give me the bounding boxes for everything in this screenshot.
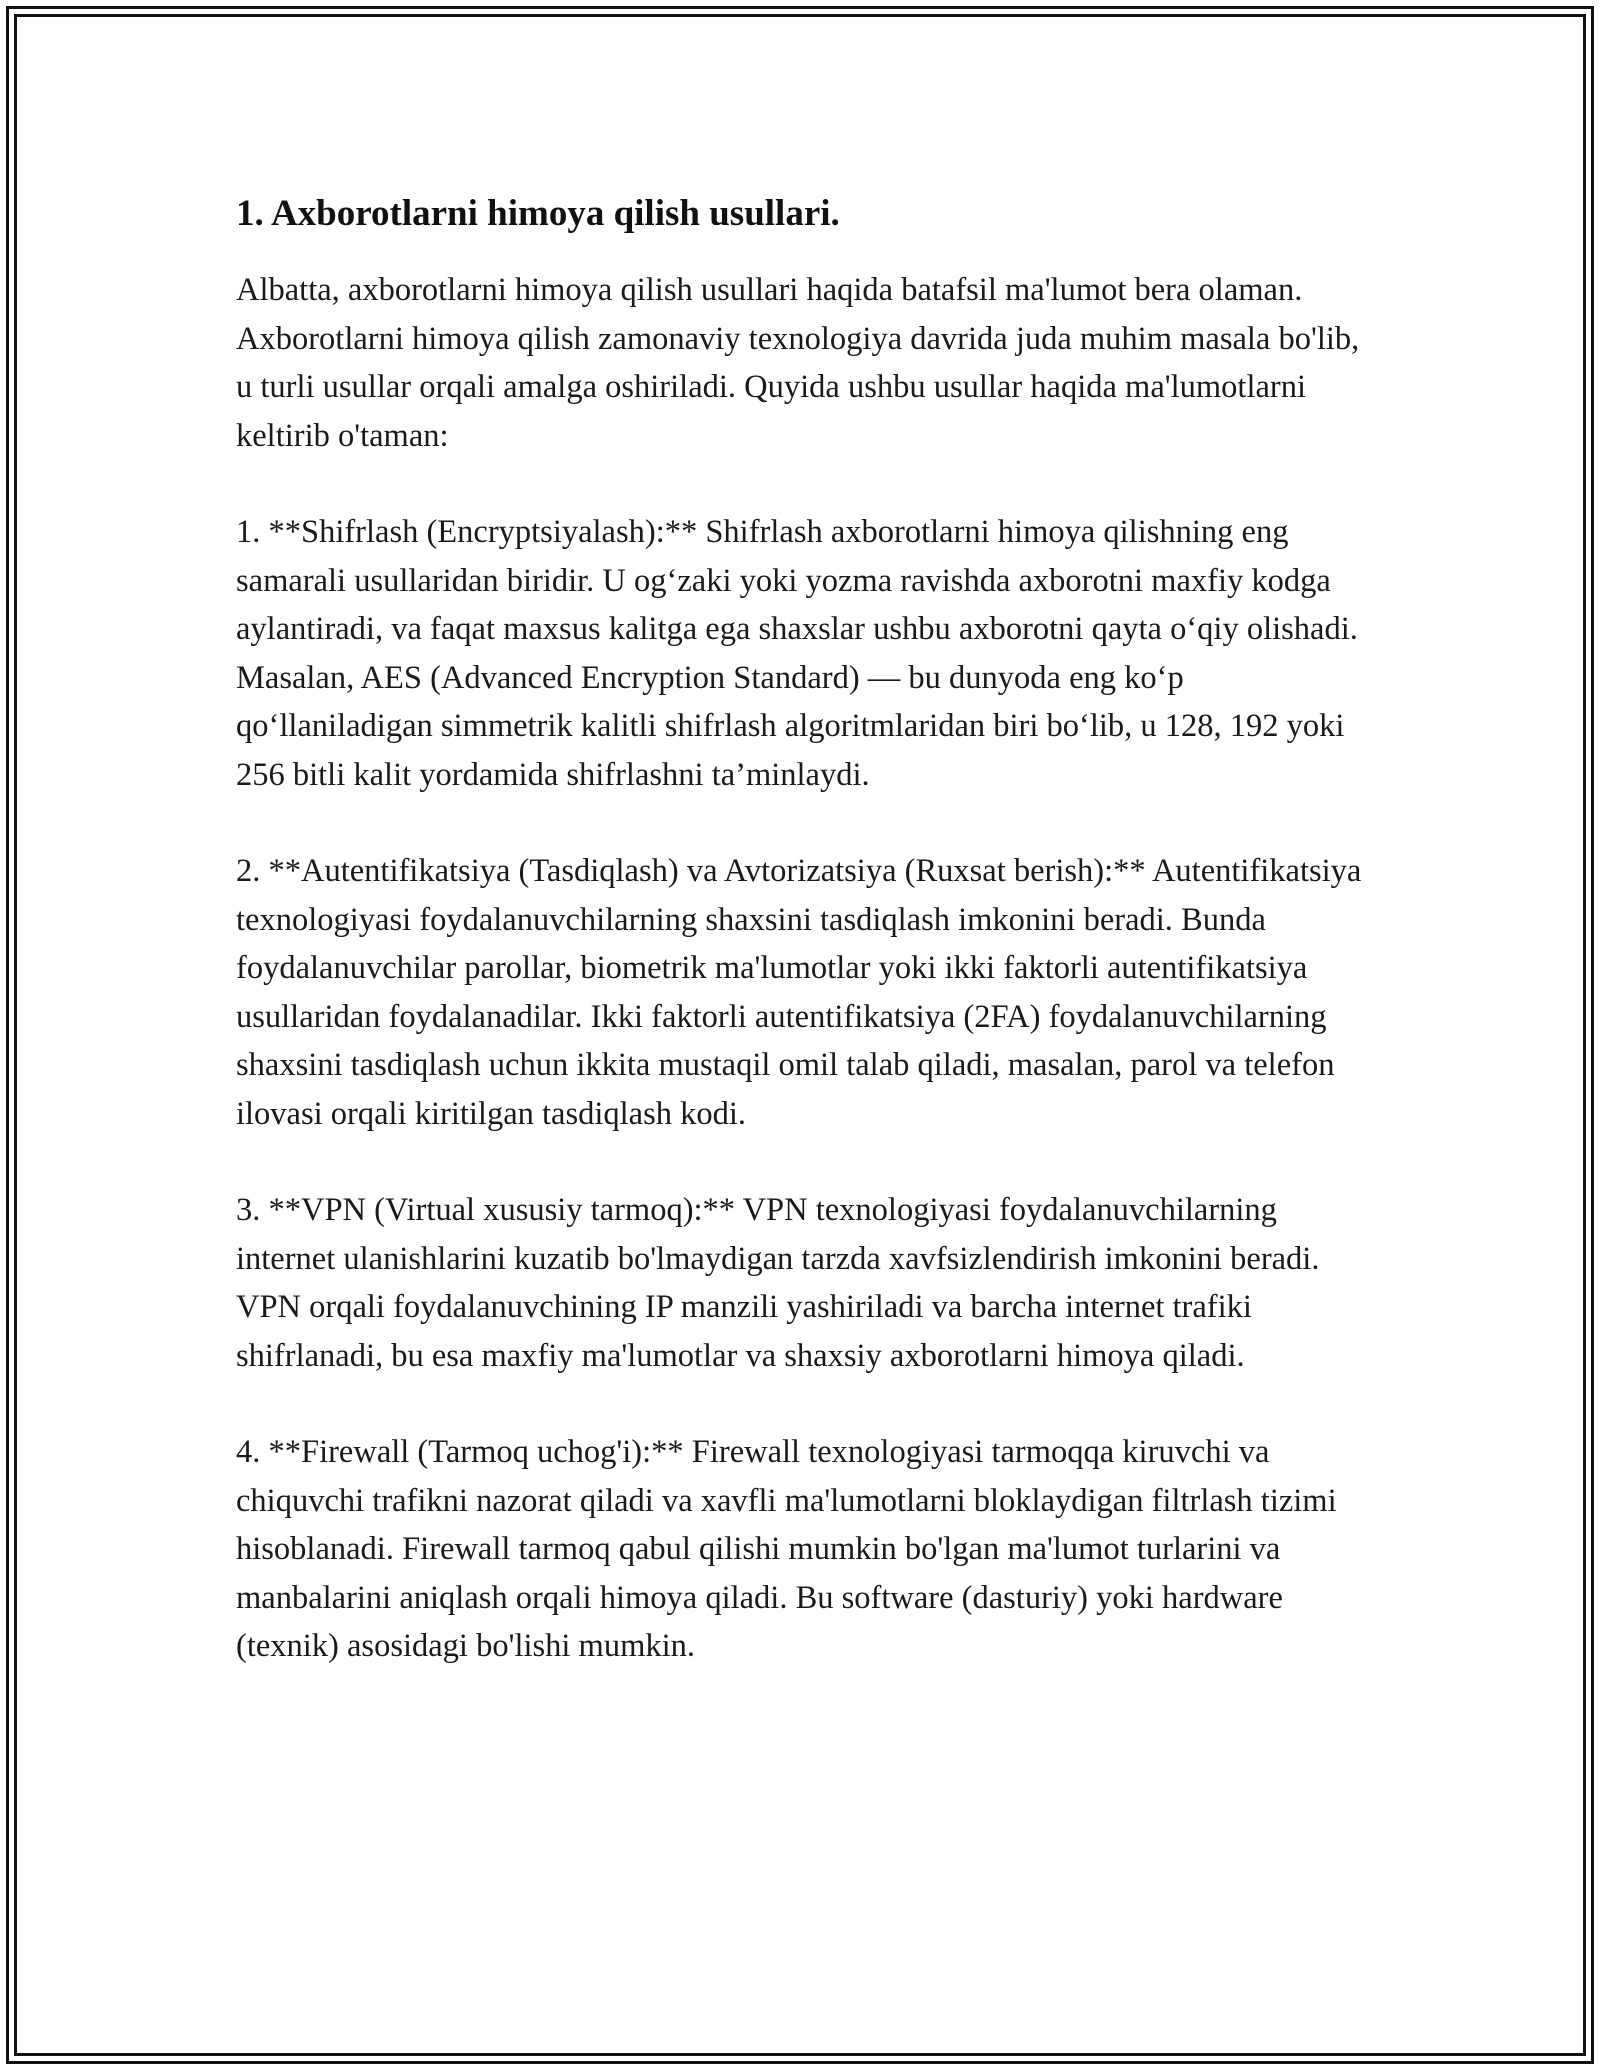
paragraph-vpn: 3. **VPN (Virtual xususiy tarmoq):** VPN texnologiyasi foydalanuvchilarning internet ulanishlarini kuzatib bo'lmaydigan tarzda xavfsizlendirish imkonini beradi. VPN orqali foydalanuvchining IP manzili yashiriladi va barcha internet trafiki shifrlanadi, bu esa maxfiy ma'lumotlar va shaxsiy axborotlarni himoya qiladi. xyxy=(236,1192,1320,1374)
paragraph-firewall: 4. **Firewall (Tarmoq uchog'i):** Firewall texnologiyasi tarmoqqa kiruvchi va chiquvchi trafikni nazorat qiladi va xavfli ma'lumotlarni bloklaydigan filtrlash tizimi hisoblanadi. Firewall tarmoq qabul qilishi mumkin bo'lgan ma'lumot turlarini va manbalarini aniqlash orqali himoya qiladi. Bu software (dasturiy) yoki hardware (texnik) asosidagi bo'lishi mumkin. xyxy=(236,1434,1337,1664)
paragraph-encryption: 1. **Shifrlash (Encryptsiyalash):** Shifrlash axborotlarni himoya qilishning eng samarali usullaridan biridir. U og‘zaki yoki yozma ravishda axborotni maxfiy kodga aylantiradi, va faqat maxsus kalitga ega shaxslar ushbu axborotni qayta o‘qiy olishadi. Masalan, AES (Advanced Encryption Standard) — bu dunyoda eng ko‘p qo‘llaniladigan simmetrik kalitli shifrlash algoritmlaridan biri bo‘lib, u 128, 192 yoki 256 bitli kalit yordamida shifrlashni ta’minlaydi. xyxy=(236,514,1358,793)
intro-paragraph: Albatta, axborotlarni himoya qilish usullari haqida batafsil ma'lumot bera olaman. Axborotlarni himoya qilish zamonaviy texnologiya davrida juda muhim masala bo'lib, u turli usullar orqali amalga oshiriladi. Quyida ushbu usullar haqida ma'lumotlarni keltirib o'taman: xyxy=(236,272,1360,454)
document-body xyxy=(236,188,1376,1719)
paragraph-authentication: 2. **Autentifikatsiya (Tasdiqlash) va Avtorizatsiya (Ruxsat berish):** Autentifikatsiya texnologiyasi foydalanuvchilarning shaxsini tasdiqlash imkonini beradi. Bunda foydalanuvchilar parollar, biometrik ma'lumotlar yoki ikki faktorli autentifikatsiya usullaridan foydalanadilar. Ikki faktorli autentifikatsiya (2FA) foydalanuvchilarning shaxsini tasdiqlash uchun ikkita mustaqil omil talab qiladi, masalan, parol va telefon ilovasi orqali kiritilgan tasdiqlash kodi. xyxy=(236,853,1362,1132)
document-title: 1. Axborotlarni himoya qilish usullari. xyxy=(236,193,840,234)
